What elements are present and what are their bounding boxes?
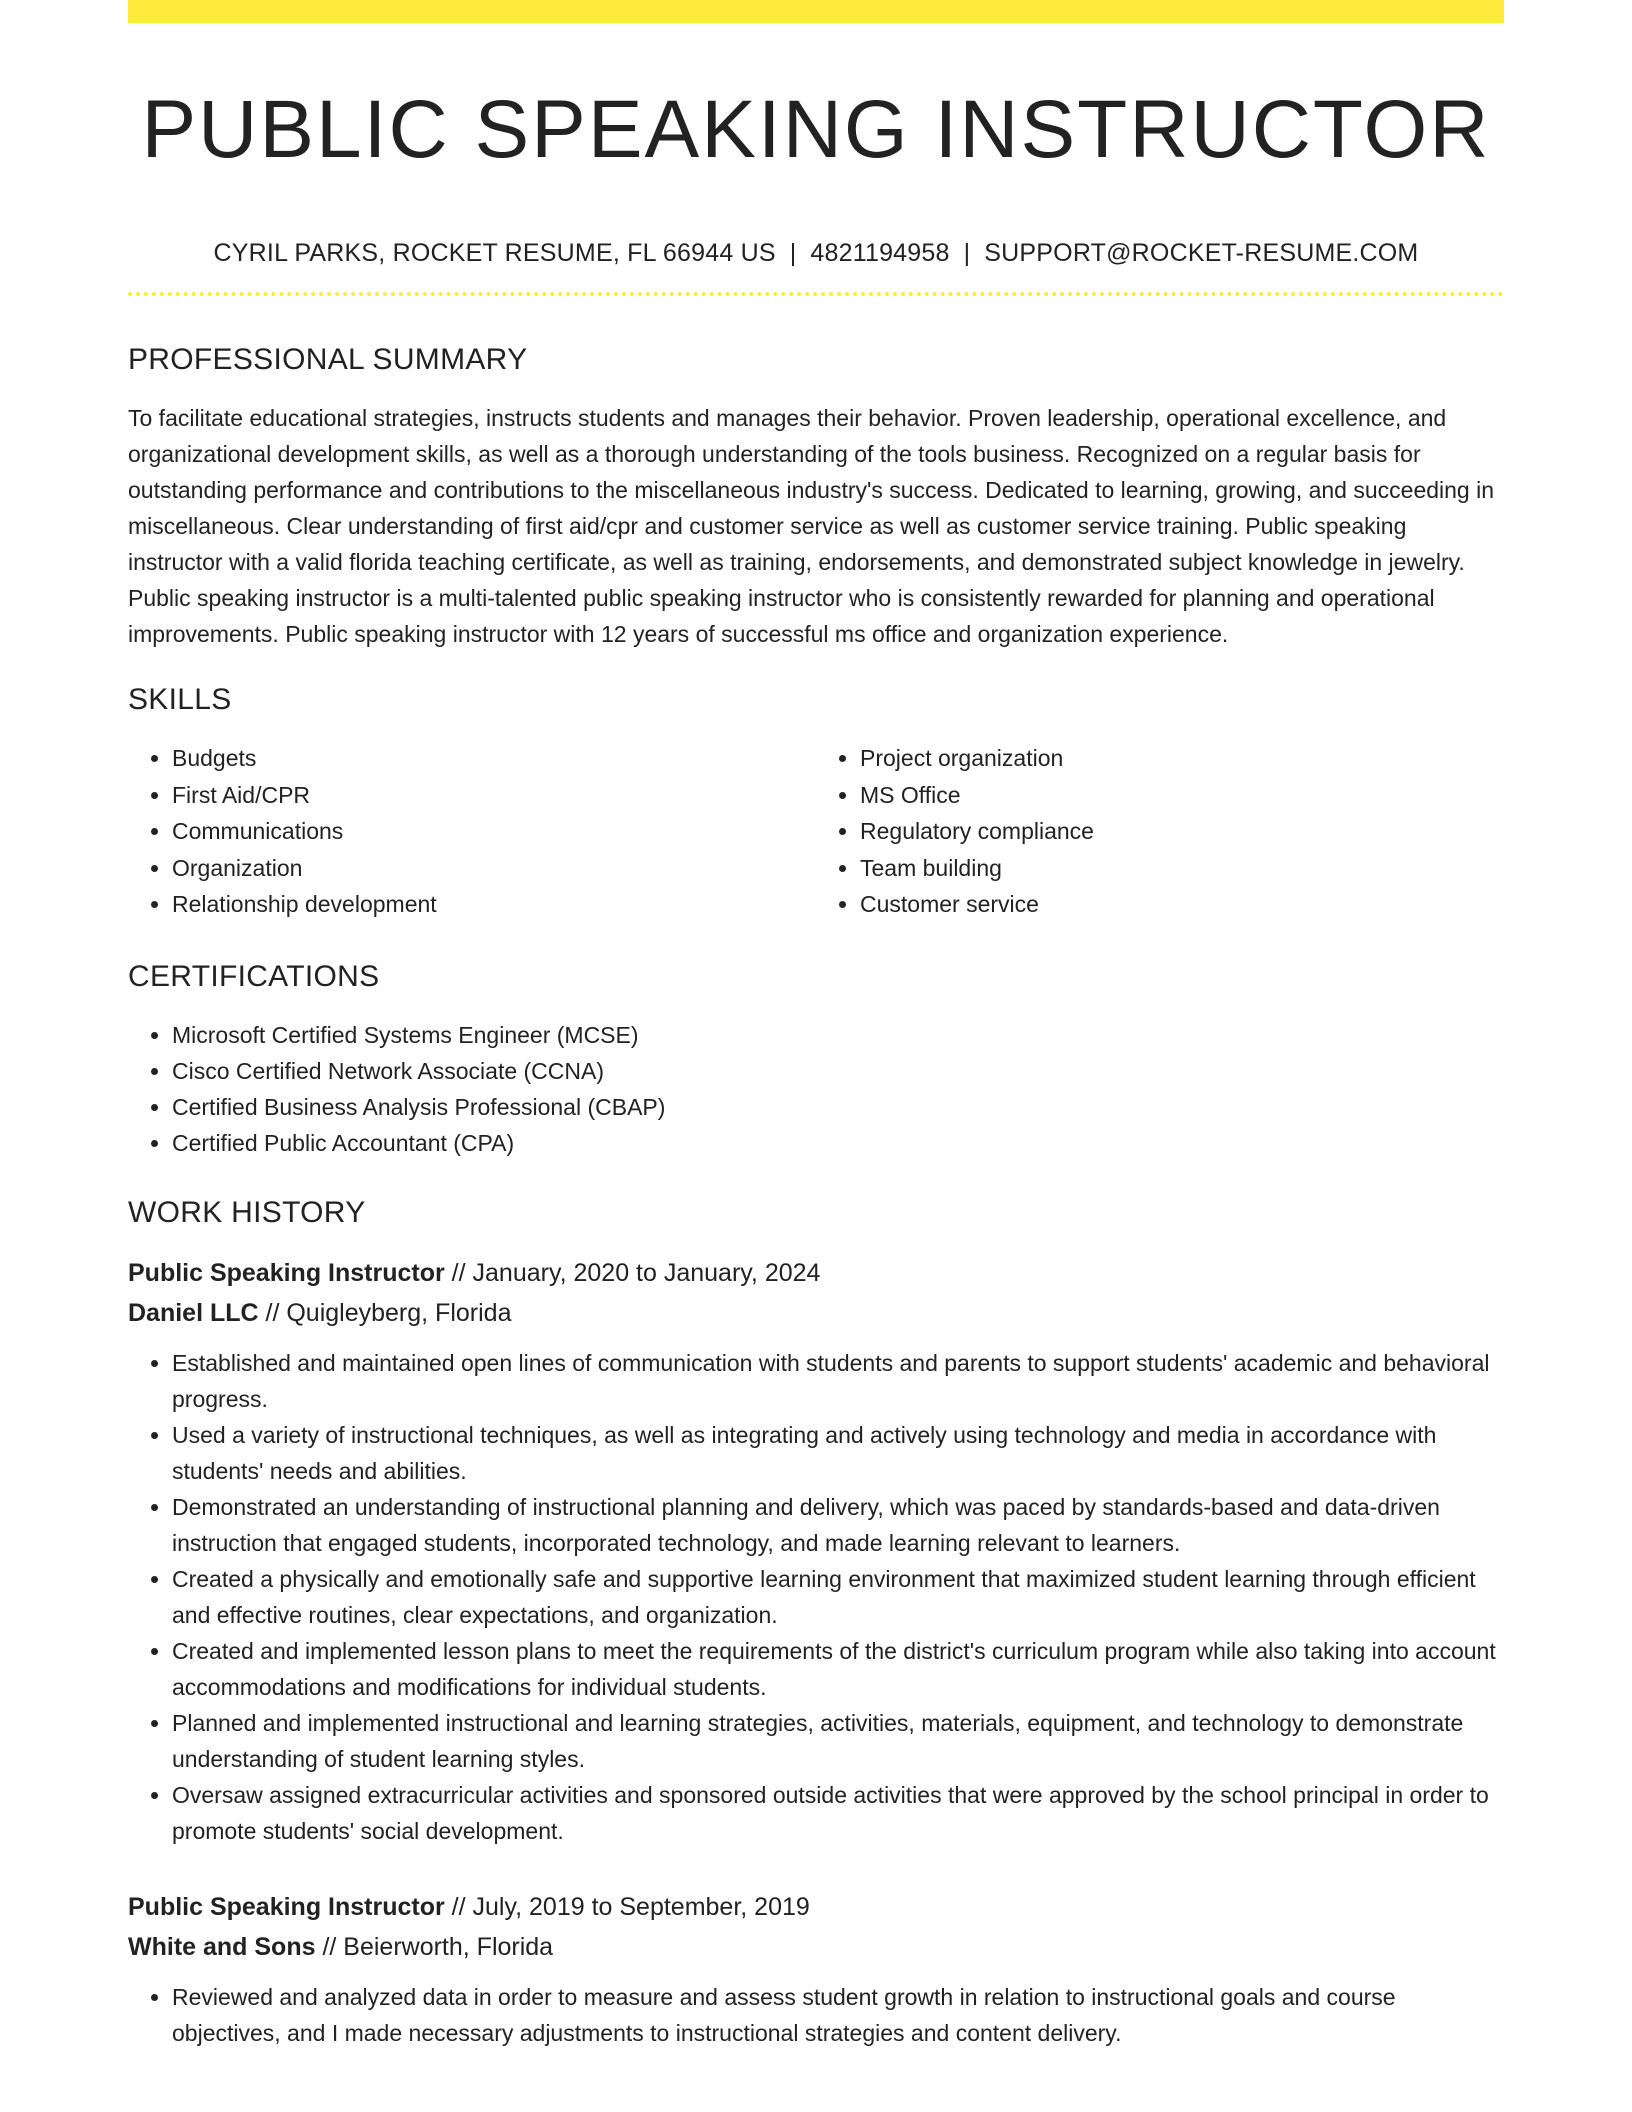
- skill-item: • Customer service: [860, 886, 1504, 923]
- skills-list-right: [816, 740, 1504, 923]
- contact-separator: |: [963, 239, 971, 267]
- contact-email: SUPPORT@ROCKET-RESUME.COM: [984, 239, 1419, 267]
- certifications-heading: CERTIFICATIONS: [128, 959, 380, 993]
- job-title: Public Speaking Instructor: [128, 1892, 445, 1921]
- skills-heading: SKILLS: [128, 683, 232, 716]
- skill-item: • MS Office: [860, 777, 1504, 814]
- certification-item: • Certified Business Analysis Professional (CBAP): [172, 1089, 1504, 1125]
- job-title-line: [128, 1253, 1504, 1293]
- skill-item: • First Aid/CPR: [172, 777, 816, 814]
- job-company-line: [128, 1293, 1504, 1333]
- job-dates: // January, 2020 to January, 2024: [444, 1258, 821, 1287]
- dotted-divider: [128, 292, 1504, 296]
- job-location: // Beierworth, Florida: [315, 1932, 554, 1961]
- skill-item: • Relationship development: [172, 886, 816, 923]
- job-location: // Quigleyberg, Florida: [258, 1298, 512, 1327]
- skills-list-left: [128, 740, 816, 923]
- contact-line: [128, 238, 1504, 268]
- job-bullet: • Reviewed and analyzed data in order to measure and assess student growth in relation to instructional goals and course objectives, and I made necessary adjustments to instructional strategies and content delivery.: [172, 1979, 1504, 2051]
- job-dates: // July, 2019 to September, 2019: [444, 1892, 810, 1921]
- certification-item: • Certified Public Accountant (CPA): [172, 1125, 1504, 1161]
- job-company: Daniel LLC: [128, 1298, 259, 1327]
- job-company-line: [128, 1927, 1504, 1967]
- summary-text: To facilitate educational strategies, instructs students and manages their behavior. Proven leadership, operational excellence, and organizational development skills, as well as a thorough understanding of the tools business. Recognized on a regular basis for outstanding performance and contributions to the miscellaneous industry's success. Dedicated to learning, growing, and succeeding in miscellaneous. Clear understanding of first aid/cpr and customer service as well as customer service training. Public speaking instructor with a valid florida teaching certificate, as well as training, endorsements, and demonstrated subject knowledge in jewelry. Public speaking instructor is a multi-talented public speaking instructor who is consistently rewarded for planning and operational improvements. Public speaking instructor with 12 years of successful ms office and organization experience.: [128, 405, 1495, 647]
- job-bullet: • Established and maintained open lines of communication with students and parents to support students' academic and behavioral progress.: [172, 1345, 1504, 1417]
- job-bullet: • Planned and implemented instructional and learning strategies, activities, materials, equipment, and technology to demonstrate understanding of student learning styles.: [172, 1705, 1504, 1777]
- certification-item: • Cisco Certified Network Associate (CCNA): [172, 1053, 1504, 1089]
- skill-item: • Team building: [860, 850, 1504, 887]
- job-bullet: • Created a physically and emotionally safe and supportive learning environment that maximized student learning through efficient and effective routines, clear expectations, and organization.: [172, 1561, 1504, 1633]
- skills-grid: [128, 740, 1504, 923]
- job-bullet: • Oversaw assigned extracurricular activities and sponsored outside activities that were approved by the school principal in order to promote students' social development.: [172, 1777, 1504, 1849]
- job-bullets: [128, 1979, 1504, 2051]
- job-title-line: [128, 1887, 1504, 1927]
- skill-item: • Communications: [172, 813, 816, 850]
- certification-item: • Microsoft Certified Systems Engineer (MCSE): [172, 1017, 1504, 1053]
- job-bullet: • Demonstrated an understanding of instructional planning and delivery, which was paced by standards-based and data-driven instruction that engaged students, incorporated technology, and made learning relevant to learners.: [172, 1489, 1504, 1561]
- job-bullets: [128, 1345, 1504, 1849]
- skill-item: • Budgets: [172, 740, 816, 777]
- skill-item: • Project organization: [860, 740, 1504, 777]
- certifications-list: [128, 1017, 1504, 1161]
- contact-phone: 4821194958: [810, 239, 950, 267]
- contact-separator: |: [789, 239, 797, 267]
- work-history-heading: WORK HISTORY: [128, 1195, 366, 1229]
- contact-address: CYRIL PARKS, ROCKET RESUME, FL 66944 US: [213, 239, 776, 267]
- skill-item: • Organization: [172, 850, 816, 887]
- job-bullet: • Created and implemented lesson plans to meet the requirements of the district's curriculum program while also taking into account accommodations and modifications for individual students.: [172, 1633, 1504, 1705]
- job-title: Public Speaking Instructor: [128, 1258, 445, 1287]
- job-company: White and Sons: [128, 1932, 316, 1961]
- resume-content: [128, 0, 1504, 2051]
- summary-heading: PROFESSIONAL SUMMARY: [128, 343, 528, 376]
- skill-item: • Regulatory compliance: [860, 813, 1504, 850]
- resume-title: PUBLIC SPEAKING INSTRUCTOR: [141, 84, 1491, 175]
- job-entry: [128, 1887, 1504, 2051]
- job-entry: [128, 1253, 1504, 1849]
- job-bullet: • Used a variety of instructional techniques, as well as integrating and actively using technology and media in accordance with students' needs and abilities.: [172, 1417, 1504, 1489]
